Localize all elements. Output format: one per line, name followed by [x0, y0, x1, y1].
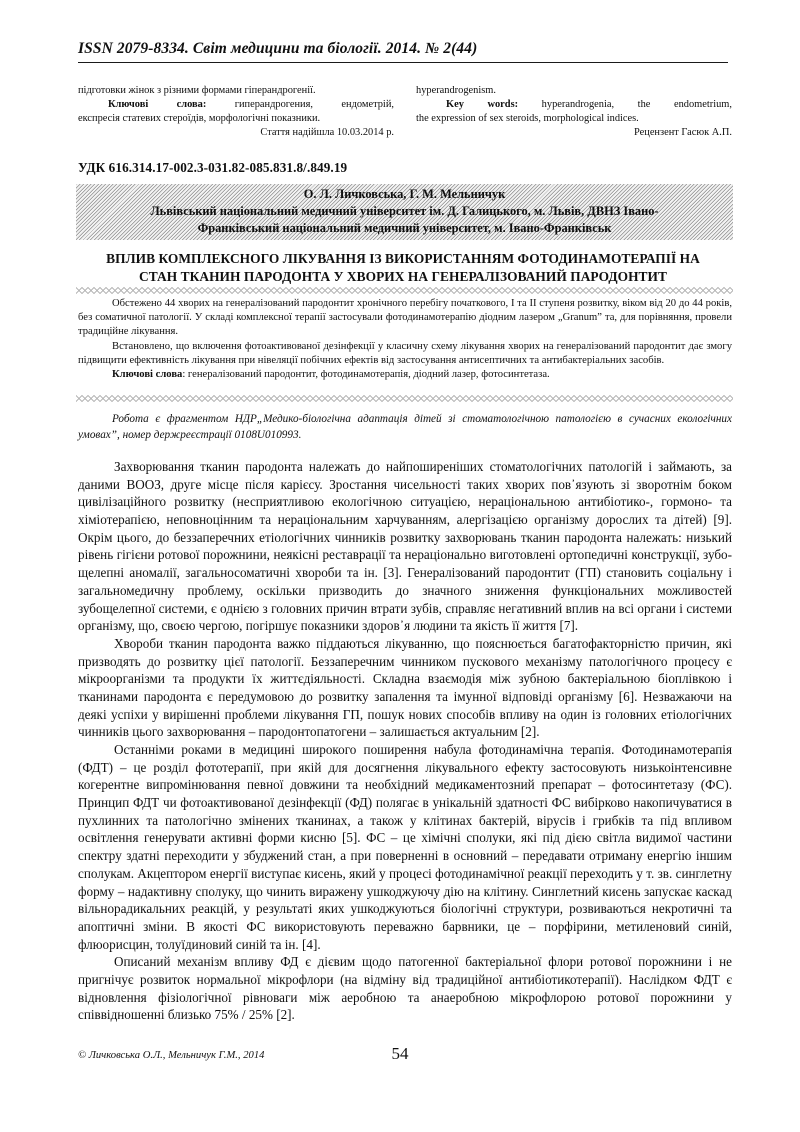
abstract-keywords-label: Ключові слова	[112, 369, 183, 381]
running-head	[78, 40, 728, 63]
abstract-tail-columns	[78, 84, 732, 140]
author-names: О. Л. Личковська, Г. М. Мельничук	[303, 187, 506, 201]
abstract-paragraph-1: Обстежено 44 хворих на генералізований пародонтит хронічного перебігу початкового, I та II ступеня розвитку, віком від 20 до 44 років, без соматичної патології. У складі комплексної терапії застосували фотодинамотерапію діодним лазером „Granum” та, для порівняння, провели традиційне лікування.	[78, 298, 732, 338]
research-programme-note	[78, 412, 732, 444]
running-head-text: ISSN 2079-8334. Світ медицини та біології. 2014. № 2(44)	[78, 40, 478, 57]
body-paragraph-3: Останніми роками в медицині широкого поширення набула фотодинамічна терапія. Фотодинамотерапія (ФДТ) – це розділ фототерапії, при якій для досягнення лікувального ефекту застосовують низькоінтенсивне когерентне випромінювання певної довжини та необхідний медикаментозний препарат – фотосинтетазу (ФС). Принцип ФДТ чи фотоактивованої дезінфекції (ФД) полягає в унікальній здатності ФС вибірково накопичуватися в пухлинних та патологічно змінених тканинах, а також у клітинах бактерій, вірусів і грибків та під впливом освітлення генерувати активні форми кисню [5]. ФС – це хімічні сполуки, які під дією світла видимої частини спектру здатні переходити у збуджений стан, а при поверненні в основний – передавати отриману енергію іншим сполукам. Акцептором енергії виступає кисень, який у процесі фотодинамічної реакції переходить у т. зв. синглетну форму – надактивну сполуку, що чинить виражену ушкоджуючу дію на клітину. Синглетний кисень запускає каскад вільнорадикальних реакцій, у результаті яких ушкоджуються біологічні структури, розвиваються некротичні та апоптичні зміни. В якості ФС використовують переважно барвники, це – порфірини, метиленовий синій, флюорисцин, толуїдиновий синій та ін. [4].	[78, 742, 732, 952]
article-title-line-2: СТАН ТКАНИН ПАРОДОНТА У ХВОРИХ НА ГЕНЕРАЛІЗОВАНИЙ ПАРОДОНТИТ	[139, 268, 667, 284]
affiliation-line-1: Львівський національний медичний університет ім. Д. Галицького, м. Львів, ДВНЗ Івано-	[150, 203, 659, 218]
abstract-paragraph-2: Встановлено, що включення фотоактивованої дезінфекції у класичну схему лікування хворих на генералізований пародонтит дає змогу підвищити ефективність лікування при нівеляції побічних ефектів від застосування антисептичних та антибактеріальних засобів.	[78, 340, 732, 366]
zigzag-divider-bottom	[76, 395, 733, 402]
article-title-line-1: ВПЛИВ КОМПЛЕКСНОГО ЛІКУВАННЯ ІЗ ВИКОРИСТАННЯМ ФОТОДИНАМОТЕРАПІЇ НА	[106, 251, 700, 266]
left-keywords-label: Ключові слова:	[108, 98, 207, 110]
abstract-tail-left-column	[78, 84, 394, 140]
author-affiliation-banner	[76, 184, 733, 240]
research-programme-text: Робота є фрагментом НДР„Медико-біологічна адаптація дітей зі стоматологічною патологією в сучасних екологічних умовах”, номер держреєстрації 0108U010993.	[78, 413, 732, 441]
body-paragraph-1: Захворювання тканин пародонта належать до найпоширеніших стоматологічних патологій і займають, за даними ВООЗ, друге місце після карієсу. Зростання чисельності таких хворих пов᾽язують зі зворотнім боком цивілізаційного розвитку (несприятливою екологічною ситуацією, нераціональною антибіотико-, гормоно- та хіміотерапією, неповноцінним та нераціональним харчуванням, алергізацією організму дорослих та дітей) [9]. Окрім цього, до беззаперечних етіологічних чинників розвитку захворювань тканин пародонта належать: низький рівень гігієни ротової порожнини, неякісні реставрації та нераціонально виготовлені ортопедичні конструкції, зубо-щелепні аномалії, загальносоматичні хвороби та ін. [3]. Генералізований пародонтит (ГП) становить соціальну і загальномедичну проблему, оскільки призводить до значного зниження функціональних можливостей зубощелепної системи, є однією з головних причин втрати зубів, справляє негативний вплив на всі органи і системи організму, що, своєю чергою, погіршує показники здоров᾽я людини та якість її життя [7].	[78, 459, 732, 634]
article-title	[78, 250, 728, 286]
right-keywords-line2: the expression of sex steroids, morphological indices.	[416, 112, 639, 124]
abstract-block	[78, 297, 732, 382]
received-date: Стаття надійшла 10.03.2014 р.	[260, 127, 394, 139]
left-keywords-line	[78, 98, 394, 112]
udk-code: УДК 616.314.17-002.3-031.82-085.831.8/.849.19	[78, 160, 348, 175]
article-body	[78, 458, 732, 1024]
zigzag-divider-top	[76, 287, 733, 294]
left-keywords-line1: гиперандрогения, ендометрій,	[234, 98, 394, 110]
page-number: 54	[391, 1044, 409, 1063]
right-continuation-text: hyperandrogenism.	[416, 85, 496, 96]
right-keywords-line1: hyperandrogenia, the endometrium,	[541, 98, 732, 110]
body-paragraph-2: Хвороби тканин пародонта важко піддаються лікуванню, що пояснюється багатофакторністю причин, які призводять до розвитку цієї патології. Беззаперечним чинником пускового механізму патологічного процесу є мікроорганізми та продукти їх життєдіяльності. Складна взаємодія між зубною бактеріальною біоплівкою і тканинами пародонта є передумовою до розвитку запалення та імунної відповіді організму [6]. Незважаючи на деякі успіхи у вирішенні проблеми лікування ГП, пошук нових способів впливу на один із головних етіологічних чинників цього захворювання – пародонтопатогени – залишається актуальним [2].	[78, 635, 732, 740]
copyright-line: © Личковська О.Л., Мельничук Г.М., 2014	[78, 1050, 265, 1061]
right-keywords-line	[416, 98, 732, 112]
abstract-keywords-text: : генералізований пародонтит, фотодинамотерапія, діодний лазер, фотосинтетаза.	[182, 369, 550, 381]
abstract-keywords	[78, 368, 732, 382]
running-head-rule	[78, 62, 728, 63]
affiliation-line-2: Франківський національний медичний університет, м. Івано-Франківськ	[197, 220, 612, 235]
abstract-tail-right-column	[416, 84, 732, 140]
left-keywords-line2: експресія статевих стероїдів, морфологічні показники.	[78, 112, 321, 124]
reviewer-line: Рецензент Гасюк А.П.	[634, 127, 732, 139]
body-paragraph-4: Описаний механізм впливу ФД є дієвим щодо патогенної бактеріальної флори ротової порожнини і не пригнічує розвиток нормальної мікрофлори (на відміну від традиційної антибіотикотерапії). Наслідком ФДТ є відновлення фізіологічної рівноваги між аеробною та анаеробною мікрофлорою ротової порожнини у співвідношенні близько 75% / 25% [2].	[78, 954, 732, 1023]
right-keywords-label: Key words:	[446, 98, 519, 110]
left-continuation-text: підготовки жінок з різними формами гіперандрогенії.	[78, 85, 316, 96]
